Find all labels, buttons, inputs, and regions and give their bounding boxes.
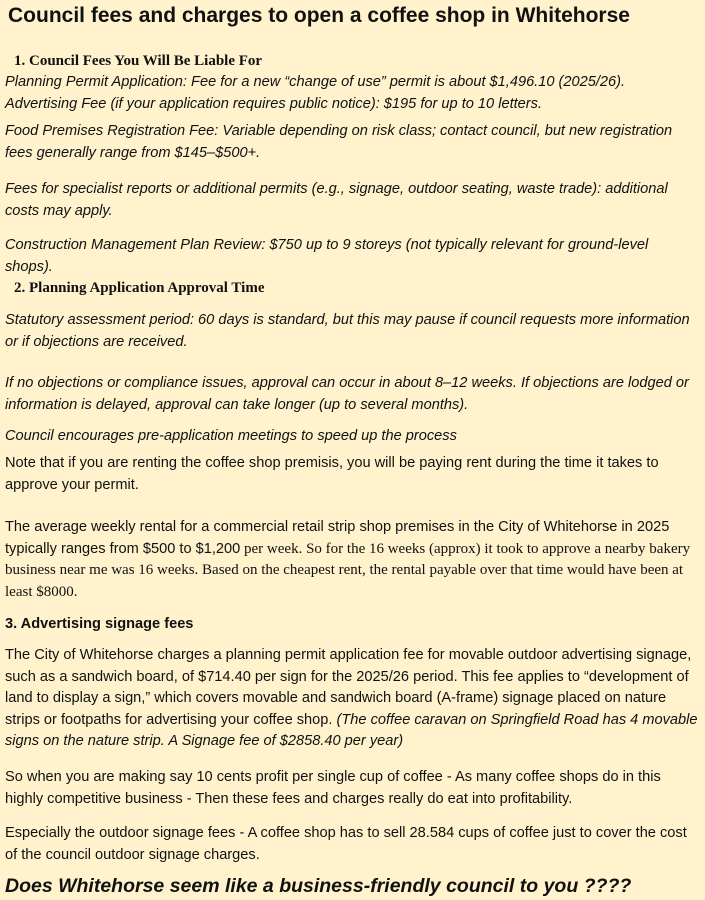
fee-food-premises: Food Premises Registration Fee: Variable depending on risk class; contact council, but new registration fees generally range from $145–$500+. — [5, 123, 673, 161]
rent-text-b: per week. So for the 16 weeks (approx) it took to approve a nearby bakery business near me was 16 weeks. Based on the cheapest rent, the rental payable over that time would have been at least $8000. — [5, 540, 691, 600]
signage-text: The City of Whitehorse charges a planning permit application fee for movable outdoor advertising signage, such as a sandwich board, of $714.40 per sign for the 2025/26 period. This fee applies to “development of land to display a sign,” which covers movable and sandwich board (A-frame) signage placed on nature strips or footpaths for advertising your coffee shop. — [5, 647, 692, 728]
closing-question: Does Whitehorse seem like a business-friendly council to you ???? — [5, 875, 632, 897]
signage-caravan-note: (The coffee caravan on Springfield Road has 4 movable signs on the nature strip. A Signage fee of $2858.40 per year) — [5, 711, 698, 749]
fee-planning-permit: Planning Permit Application: Fee for a new “change of use” permit is about $1,496.10 (2025/26). — [5, 74, 626, 90]
fee-construction-plan: Construction Management Plan Review: $750 up to 9 storeys (not typically relevant for ground-level shops). — [5, 237, 649, 275]
fee-specialist-reports: Fees for specialist reports or additional permits (e.g., signage, outdoor seating, waste trade): additional costs may apply. — [5, 181, 668, 219]
signage-cost-paragraph: Especially the outdoor signage fees - A coffee shop has to sell 28.584 cups of coffee just to cover the cost of the council outdoor signage charges. — [5, 825, 687, 863]
section-1-heading: 1. Council Fees You Will Be Liable For — [14, 53, 263, 69]
rent-note: Note that if you are renting the coffee shop premisis, you will be paying rent during the time it takes to approve your permit. — [5, 455, 659, 493]
signage-paragraph — [5, 645, 700, 753]
page-title: Council fees and charges to open a coffee shop in Whitehorse — [8, 4, 630, 27]
fee-advertising: Advertising Fee (if your application requires public notice): $195 for up to 10 letters. — [5, 96, 543, 112]
pre-application: Council encourages pre-application meetings to speed up the process — [5, 428, 457, 444]
section-2-heading: 2. Planning Application Approval Time — [14, 280, 265, 296]
rent-text-a: The average weekly rental for a commercial retail strip shop premises in the City of Whitehorse in 2025 typically ranges from $500 to $1,200 — [5, 519, 670, 557]
approval-time: If no objections or compliance issues, approval can occur in about 8–12 weeks. If objections are lodged or information is delayed, approval can take longer (up to several months). — [5, 375, 689, 413]
section-3-heading: 3. Advertising signage fees — [5, 616, 194, 632]
profit-paragraph: So when you are making say 10 cents profit per single cup of coffee - As many coffee shops do in this highly competitive business - Then these fees and charges really do eat into profitability. — [5, 769, 661, 807]
rent-paragraph — [5, 517, 700, 603]
statutory-period: Statutory assessment period: 60 days is standard, but this may pause if council requests more information or if objections are received. — [5, 312, 690, 350]
